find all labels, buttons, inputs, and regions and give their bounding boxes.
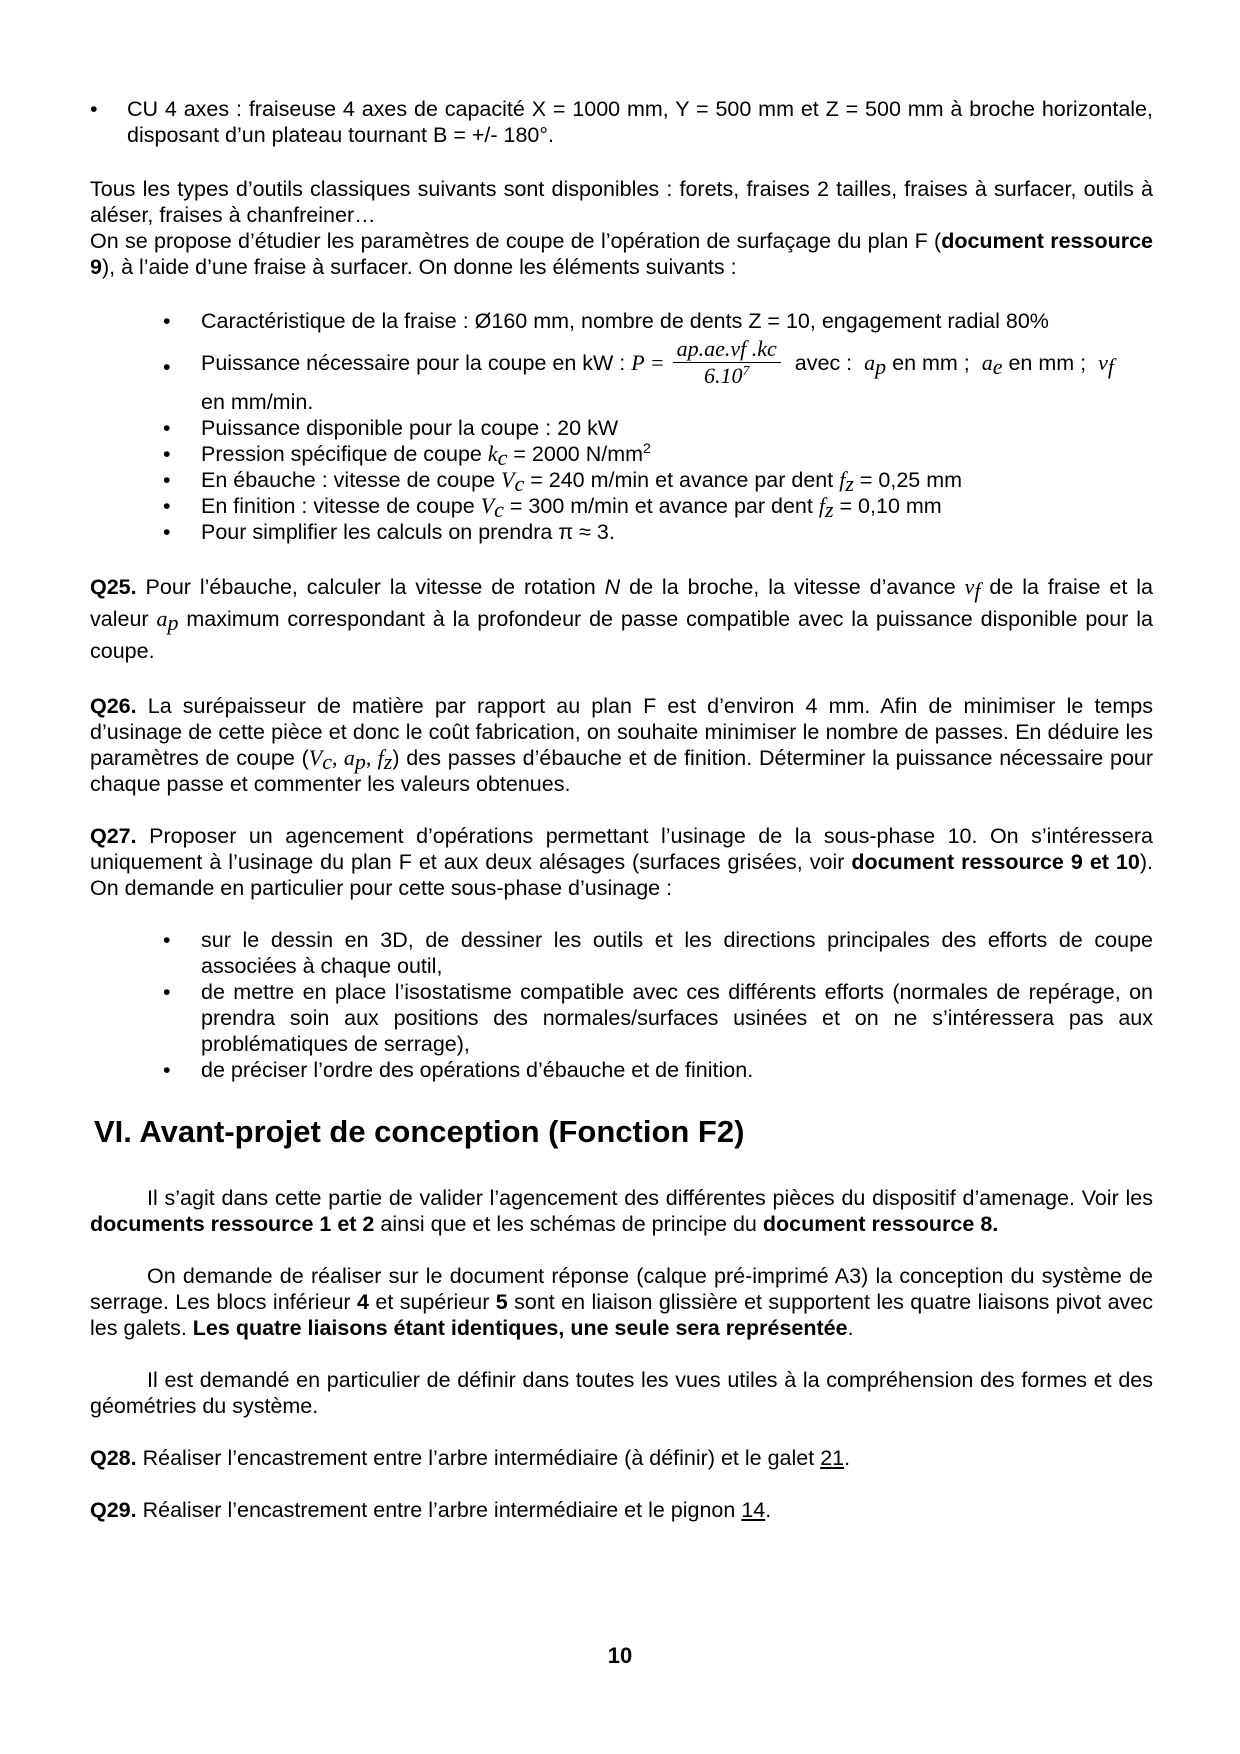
- list-item: • CU 4 axes : fraiseuse 4 axes de capacité X = 1000 mm, Y = 500 mm et Z = 500 mm à broche horizontale, disposant d’un plateau tournant B = +/- 180°.: [90, 97, 1153, 147]
- page-number: 10: [607, 1643, 633, 1668]
- question-q28: Q28. Réaliser l’encastrement entre l’arbre intermédiaire (à définir) et le galet 21.: [90, 1446, 851, 1470]
- paragraph: Il s’agit dans cette partie de valider l’agencement des différentes pièces du dispositif d’amenage. Voir les documents ressource 1 et 2 ainsi que et les schémas de principe du document ressource 8.: [90, 1186, 1153, 1236]
- cutting-data-list: [163, 308, 1153, 545]
- list-item: • Pression spécifique de coupe $k_c = 2000$ $N/mm^2$: [163, 440, 651, 470]
- question-q27: Q27. Proposer un agencement d’opérations permettant l’usinage de la sous-phase 10. On s’intéressera uniquement à l’usinage du plan F et aux deux alésages (surfaces grisées, voir document ressource 9 et 10). On demande en particulier pour cette sous-phase d’usinage :: [90, 824, 1153, 900]
- machine-list: [90, 96, 1153, 148]
- list-item: • de mettre en place l’isostatisme compatible avec ces différents efforts (normales de repérage, on prendra soin aux positions des normales/surfaces usinées et on ne s’intéressera pas aux problématiques de serrage),: [163, 980, 1153, 1056]
- paragraph: On demande de réaliser sur le document réponse (calque pré-imprimé A3) la conception du système de serrage. Les blocs inférieur 4 et supérieur 5 sont en liaison glissière et supportent les quatre liaisons pivot avec les galets. Les quatre liaisons étant identiques, une seule sera représentée.: [90, 1264, 1153, 1340]
- question-q25: Q25. Pour l’ébauche, calculer la vitesse de rotation N de la broche, la vitesse d’avance $v_f$ de la fraise et la valeur $a_p$ maximum correspondant à la profondeur de passe compatible avec la puissance disponible pour la coupe.: [90, 574, 1153, 663]
- list-item: • En finition : vitesse de coupe $V_c = 300$ m/min et avance par dent $f_z = 0,10$ mm: [163, 493, 942, 522]
- formula-lhs: P =: [631, 350, 665, 376]
- q27-list: [163, 927, 1153, 1083]
- question-q26: Q26. La surépaisseur de matière par rapport au plan F est d’environ 4 mm. Afin de minimiser le temps d’usinage de cette pièce et donc le coût fabrication, on souhaite minimiser le nombre de passes. En déduire les paramètres de coupe ($V_c$, $a_p$, $f_z$) des passes d’ébauche et de finition. Déterminer la puissance nécessaire pour chaque passe et commenter les valeurs obtenues.: [90, 694, 1154, 796]
- page-content: [90, 96, 1153, 1523]
- list-item: • En ébauche : vitesse de coupe $V_c = 240$ m/min et avance par dent $f_z = 0,25$ mm: [163, 467, 963, 496]
- question-q29: Q29. Réaliser l’encastrement entre l’arbre intermédiaire et le pignon 14.: [90, 1498, 772, 1522]
- study-paragraph: On se propose d’étudier les paramètres de coupe de l’opération de surfaçage du plan F (document ressource 9), à l’aide d’une fraise à surfacer. On donne les éléments suivants :: [90, 229, 1154, 279]
- paragraph: Il est demandé en particulier de définir dans toutes les vues utiles à la compréhension des formes et des géométries du système.: [90, 1368, 1153, 1418]
- list-item: • Caractéristique de la fraise : Ø160 mm, nombre de dents Z = 10, engagement radial 80%: [163, 309, 1049, 333]
- power-formula: $\frac{ap.ae.vf .kc}{6.10^7}$: [673, 338, 781, 387]
- list-item: • sur le dessin en 3D, de dessiner les outils et les directions principales des efforts de coupe associées à chaque outil,: [163, 928, 1153, 978]
- list-item: • Puissance disponible pour la coupe : 20 kW: [163, 416, 619, 440]
- tools-paragraph: Tous les types d’outils classiques suivants sont disponibles : forets, fraises 2 tailles, fraises à surfacer, outils à aléser, fraises à chanfreiner…: [90, 177, 1153, 227]
- list-item: • Pour simplifier les calculs on prendra π ≈ 3.: [163, 520, 615, 544]
- list-item: • de préciser l’ordre des opérations d’ébauche et de finition.: [163, 1058, 754, 1082]
- list-item: • Puissance nécessaire pour la coupe en kW : P = $\frac{ap.ae.vf .kc}{6.10^7}$ avec : $a_p$ en mm ; $a_e$ en mm ; $v_f$ en mm/min.: [163, 336, 1114, 414]
- section-title: VI. Avant-projet de conception (Fonction F2): [94, 1114, 745, 1149]
